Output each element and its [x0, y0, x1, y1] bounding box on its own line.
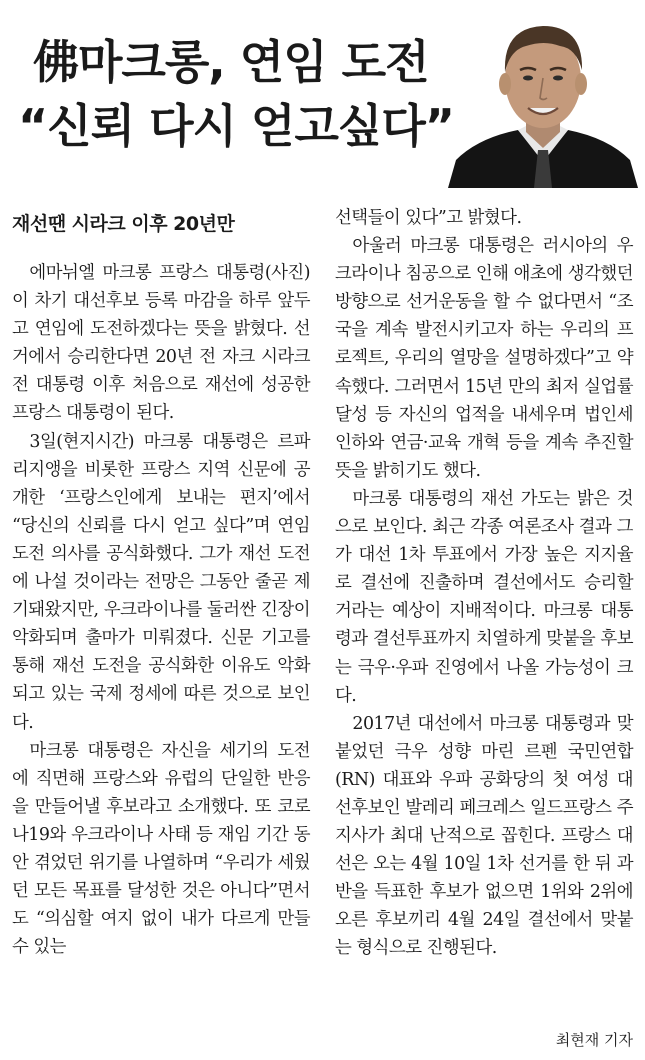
- article-column-right: [335, 204, 633, 963]
- article-paragraph: 2017년 대선에서 마크롱 대통령과 맞붙었던 극우 성향 마린 르펜 국민연합(RN) 대표와 우파 공화당의 첫 여성 대선후보인 발레리 페크레스 일드프랑스 주지사가 최대 난적으로 꼽힌다. 프랑스 대선은 오는 4월 10일 1차 선거를 한 뒤 과반을 득표한 후보가 없으면 1위와 2위에 오른 후보끼리 4월 24일 결선에서 맞붙는 형식으로 진행된다.: [335, 713, 633, 959]
- article-paragraph-continued: 선택들이 있다”고 밝혔다.: [335, 208, 522, 228]
- article-column-left: [12, 200, 310, 961]
- person-portrait-icon: [448, 10, 638, 188]
- article-paragraph: 마크롱 대통령은 자신을 세기의 도전에 직면해 프랑스와 유럽의 단일한 반응을 만들어낼 후보라고 소개했다. 또 코로나19와 우크라이나 사태 등 재임 기간 동안 겪었던 위기를 나열하며 “우리가 세웠던 모든 목표를 달성한 것은 아니다”면서도 “의심할 여지 없이 내가 다르게 만들 수 있는: [12, 740, 310, 958]
- byline: 최현재 기자: [555, 1031, 633, 1049]
- article-paragraph: 아울러 마크롱 대통령은 러시아의 우크라이나 침공으로 인해 애초에 생각했던 방향으로 선거운동을 할 수 없다면서 “조국을 계속 발전시키고자 하는 우리의 프로젝트, 우리의 열망을 설명하겠다”고 약속했다. 그러면서 15년 만의 최저 실업률 달성 등 자신의 업적을 내세우며 법인세 인하와 연금·교육 개혁 등을 계속 추진할 뜻을 밝히기도 했다.: [335, 236, 633, 481]
- headline-line-2: “신뢰 다시 얻고싶다”: [18, 99, 454, 153]
- article-paragraph: 3일(현지시간) 마크롱 대통령은 르파리지앵을 비롯한 프랑스 지역 신문에 공개한 ‘프랑스인에게 보내는 편지’에서 “당신의 신뢰를 다시 얻고 싶다”며 연임 도전 의사를 공식화했다. 그가 재선 도전에 나설 것이라는 전망은 그동안 줄곧 제기돼왔지만, 우크라이나를 둘러싼 긴장이 악화되며 출마가 미뤄졌다. 신문 기고를 통해 재선 도전을 공식화한 이유도 악화되고 있는 국제 정세에 따른 것으로 보인다.: [12, 431, 310, 733]
- subheadline: 재선땐 시라크 이후 20년만: [12, 213, 235, 235]
- article-paragraph: 마크롱 대통령의 재선 가도는 밝은 것으로 보인다. 최근 각종 여론조사 결과 그가 대선 1차 투표에서 가장 높은 지지율로 결선에 진출하며 결선에서도 승리할 거라는 예상이 지배적이다. 마크롱 대통령과 결선투표까지 치열하게 맞붙을 후보는 극우·우파 진영에서 나올 가능성이 크다.: [335, 488, 633, 706]
- article-paragraph: 에마뉘엘 마크롱 프랑스 대통령(사진) 이 차기 대선후보 등록 마감을 하루 앞두고 연임에 도전하겠다는 뜻을 밝혔다. 선거에서 승리한다면 20년 전 자크 시라크 전 대통령 이후 처음으로 재선에 성공한 프랑스 대통령이 된다.: [12, 263, 310, 424]
- headline: [18, 30, 454, 158]
- headline-line-1: 佛마크롱, 연임 도전: [33, 35, 429, 89]
